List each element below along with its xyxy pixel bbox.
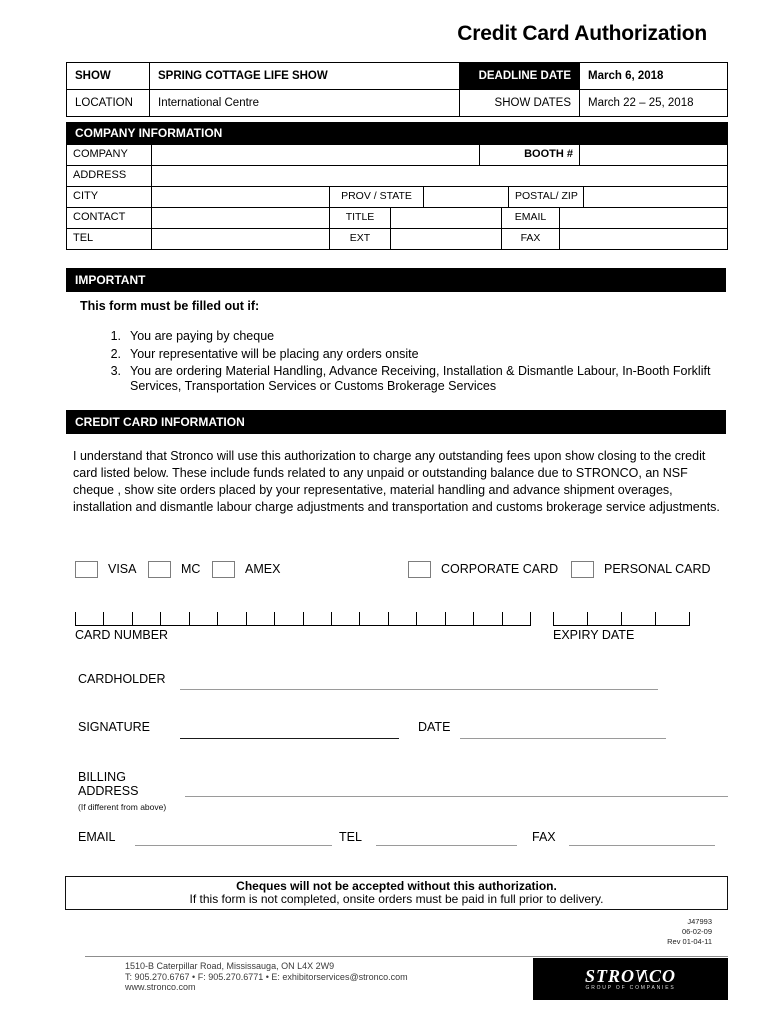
visa-label: VISA (108, 562, 137, 576)
card-number-field[interactable] (75, 612, 531, 626)
date-label: DATE (418, 720, 451, 734)
corporate-card-label: CORPORATE CARD (441, 562, 559, 576)
expiry-date-label: EXPIRY DATE (553, 628, 635, 642)
important-list (103, 329, 721, 396)
date-code: 06-02-09 (681, 927, 712, 936)
table-row (67, 89, 727, 116)
show-value: SPRING COTTAGE LIFE SHOW (149, 63, 459, 89)
revision: Rev 01-04-11 (667, 937, 712, 946)
title-label: TITLE (329, 208, 390, 228)
deadline-date-label: DEADLINE DATE (459, 63, 579, 89)
stronco-logo-text: STRONCO (584, 965, 677, 986)
contact-field[interactable] (151, 208, 329, 228)
signature-field[interactable] (180, 738, 399, 739)
expiry-date-field[interactable] (553, 612, 690, 626)
cheque-notice-box (65, 876, 728, 910)
contact-fax-label: FAX (532, 830, 556, 844)
postal-zip-field[interactable] (583, 187, 727, 207)
fax-label: FAX (501, 229, 559, 249)
card-number-label: CARD NUMBER (75, 628, 169, 642)
company-information-section (66, 122, 728, 250)
location-label: LOCATION (75, 97, 133, 109)
city-label: CITY (73, 190, 99, 202)
visa-option (75, 561, 137, 578)
billing-address-note: (If different from above) (78, 802, 167, 812)
address-label: ADDRESS (73, 169, 127, 181)
ext-label: EXT (329, 229, 390, 249)
amex-option (212, 561, 280, 578)
title-field[interactable] (390, 208, 501, 228)
prov-state-field[interactable] (423, 187, 508, 207)
mc-option (148, 561, 200, 578)
location-value: International Centre (149, 90, 459, 116)
billing-address-label: BILLING ADDRESS (78, 770, 139, 798)
mc-label: MC (181, 562, 201, 576)
list-item-text: You are paying by cheque (130, 329, 275, 343)
amex-checkbox[interactable] (212, 561, 235, 578)
ext-field[interactable] (390, 229, 501, 249)
footer-contacts: T: 905.270.6767 • F: 905.270.6771 • E: exhibitorservices@stronco.com (125, 971, 408, 982)
show-label: SHOW (75, 70, 111, 82)
stronco-logo-subtext: GROUP OF COMPANIES (585, 984, 676, 991)
table-row (67, 186, 727, 207)
prov-state-label: PROV / STATE (329, 187, 423, 207)
deadline-date-value: March 6, 2018 (579, 63, 727, 89)
footer-website: www.stronco.com (125, 982, 196, 992)
email-field[interactable] (559, 208, 727, 228)
table-row (67, 63, 727, 89)
stronco-logo (533, 958, 728, 1000)
billing-address-field[interactable] (185, 796, 728, 797)
notice-line-2: If this form is not completed, onsite orders must be paid in full prior to delivery. (189, 892, 604, 906)
important-intro: This form must be filled out if: (80, 299, 260, 313)
amex-label: AMEX (245, 562, 281, 576)
corporate-card-option (408, 561, 558, 578)
cardholder-field[interactable] (180, 689, 658, 690)
booth-number-field[interactable] (579, 145, 727, 165)
show-info-table (66, 62, 728, 117)
list-item: 3. You are ordering Material Handling, Advance Receiving, Installation & Dismantle Labour, In-Booth Forklift Services, Transportation Services or Customs Brokerage Services (103, 364, 721, 393)
personal-card-option (571, 561, 711, 578)
company-information-header: COMPANY INFORMATION (66, 122, 728, 145)
fax-field[interactable] (559, 229, 727, 249)
personal-card-label: PERSONAL CARD (604, 562, 711, 576)
postal-zip-label: POSTAL/ ZIP (508, 187, 583, 207)
date-field[interactable] (460, 738, 666, 739)
cardholder-label: CARDHOLDER (78, 672, 166, 686)
mc-checkbox[interactable] (148, 561, 171, 578)
authorization-paragraph: I understand that Stronco will use this authorization to charge any outstanding fees upon show closing to the credit card listed below. These include funds related to any unpaid or outstanding balance due to STRONCO, an NSF cheque , show site orders placed by your representative, material handling and advance shipment overages, installation and dismantle labour charge adjustments and transportation and customs brokerage service adjustments. (73, 449, 720, 514)
contact-email-label: EMAIL (78, 830, 116, 844)
table-row (67, 228, 727, 249)
booth-number-label: BOOTH # (479, 145, 579, 165)
credit-card-information-header: CREDIT CARD INFORMATION (66, 410, 726, 434)
tel-label: TEL (73, 232, 94, 244)
contact-tel-label: TEL (339, 830, 362, 844)
address-field[interactable] (151, 166, 727, 186)
email-label: EMAIL (501, 208, 559, 228)
important-header: IMPORTANT (66, 268, 726, 292)
table-row (67, 145, 727, 165)
footer-divider (85, 956, 728, 957)
footer-address: 1510-B Caterpillar Road, Mississauga, ON L4X 2W9 (125, 961, 335, 971)
notice-line-1: Cheques will not be accepted without this authorization. (236, 879, 557, 893)
contact-tel-field[interactable] (376, 845, 517, 846)
list-item-text: Your representative will be placing any orders onsite (130, 346, 419, 361)
table-row (67, 207, 727, 228)
city-field[interactable] (151, 187, 329, 207)
contact-email-field[interactable] (135, 845, 332, 846)
contact-label: CONTACT (73, 211, 126, 223)
contact-fax-field[interactable] (569, 845, 715, 846)
company-field[interactable] (151, 145, 479, 165)
tel-field[interactable] (151, 229, 329, 249)
corporate-card-checkbox[interactable] (408, 561, 431, 578)
job-number: J47993 (687, 917, 712, 926)
show-dates-label: SHOW DATES (459, 90, 579, 116)
list-item: 2. Your representative will be placing any orders onsite (103, 347, 721, 362)
table-row (67, 165, 727, 186)
visa-checkbox[interactable] (75, 561, 98, 578)
company-label: COMPANY (73, 148, 128, 160)
show-dates-value: March 22 – 25, 2018 (579, 90, 727, 116)
signature-label: SIGNATURE (78, 720, 150, 734)
list-item: 1. You are paying by cheque (103, 329, 721, 344)
footer-address-block (125, 961, 408, 993)
page-title: Credit Card Authorization (457, 22, 707, 45)
personal-card-checkbox[interactable] (571, 561, 594, 578)
company-information-table (66, 145, 728, 250)
form-meta (667, 917, 712, 947)
list-item-text: You are ordering Material Handling, Advance Receiving, Installation & Dismantle Labour, In-Booth Forklift Services, Transportation Services or Customs Brokerage Services (130, 364, 711, 393)
